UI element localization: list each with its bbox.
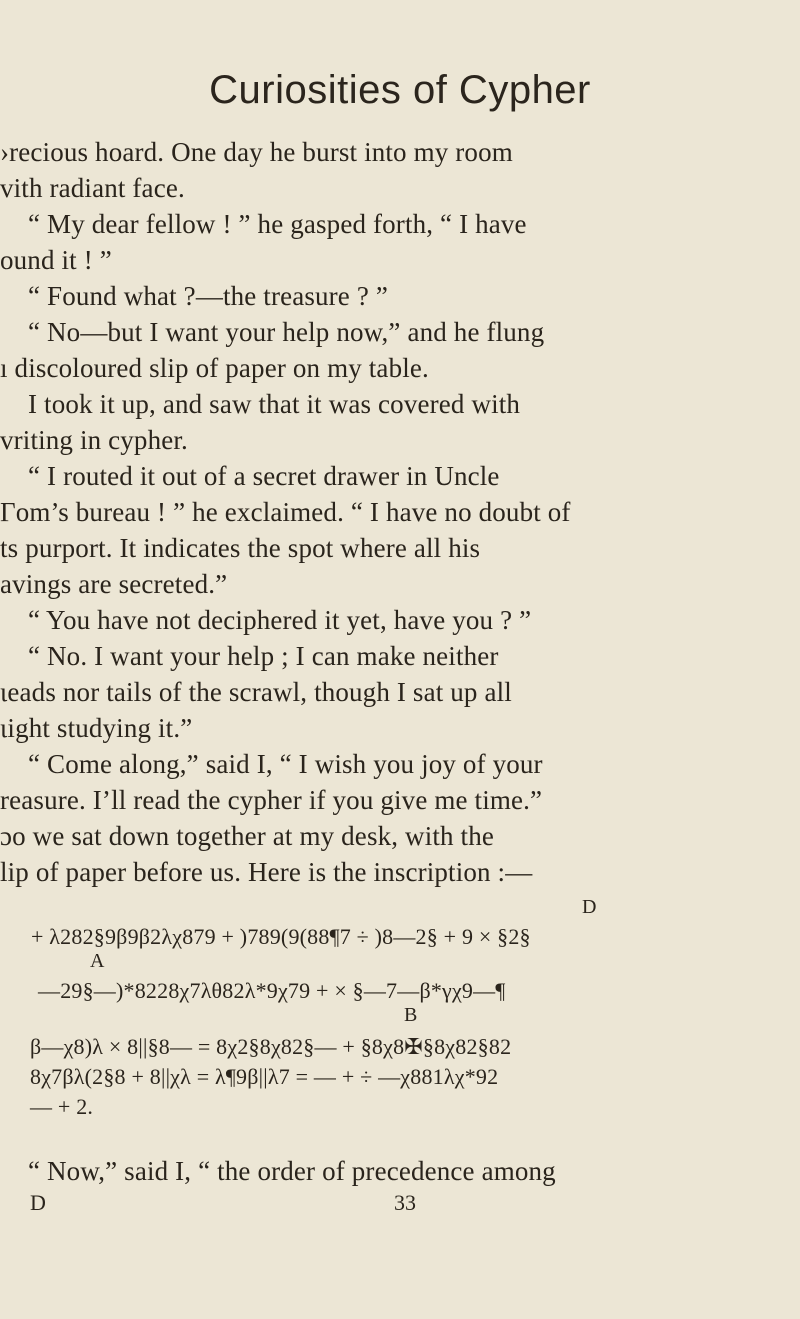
text-line: “ No—but I want your help now,” and he flung [28,317,545,347]
text-line: “ Found what ?—the treasure ? ” [28,281,389,311]
cipher-label-d: D [582,896,597,918]
text-line: vith radiant face. [0,173,185,203]
cipher-label-b: B [404,1004,418,1026]
text-line: I took it up, and saw that it was covered with [28,389,521,419]
text-line: avings are secreted.” [0,569,228,599]
running-head: Curiosities of Cypher [209,68,591,112]
page-number: 33 [394,1190,416,1215]
text-line: ιeads nor tails of the scrawl, though I sat up all [0,677,512,707]
text-line: lip of paper before us. Here is the inscription :— [0,857,533,887]
cipher-line: — + 2. [30,1094,94,1119]
closing-line: “ Now,” said I, “ the order of precedence among [28,1156,556,1186]
text-line: “ I routed it out of a secret drawer in Uncle [28,461,500,491]
text-line: “ No. I want your help ; I can make neither [28,641,499,671]
text-line: ɔo we sat down together at my desk, with the [0,821,494,851]
cipher-line: 8χ7βλ(2§8 + 8||χλ = λ¶9β||λ7 = — + ÷ —χ881λχ*92 [30,1064,499,1089]
cipher-line: + λ282§9β9β2λχ879 + )789(9(88¶7 ÷ )8—2§ + 9 × §2§ [31,924,531,949]
text-line: vriting in cypher. [0,425,188,455]
text-line: “ My dear fellow ! ” he gasped forth, “ I have [28,209,527,239]
text-line: ound it ! ” [0,245,112,275]
text-line: ιight studying it.” [0,713,193,743]
cipher-label-a: A [90,950,105,972]
text-line: Γom’s bureau ! ” he exclaimed. “ I have no doubt of [0,497,571,527]
text-line: ts purport. It indicates the spot where all his [0,533,481,563]
text-line: reasure. I’ll read the cypher if you give me time.” [0,785,543,815]
cipher-line: β—χ8)λ × 8||§8— = 8χ2§8χ82§— + §8χ8✠§8χ82§82 [30,1034,512,1059]
text-line: ›recious hoard. One day he burst into my room [0,137,513,167]
cipher-line: —29§—)*8228χ7λθ82λ*9χ79 + × §—7—β*γχ9—¶ [38,978,506,1003]
text-line: “ You have not deciphered it yet, have you ? ” [28,605,532,635]
text-line: ı discoloured slip of paper on my table. [0,353,429,383]
signature-mark: D [30,1190,46,1215]
text-line: “ Come along,” said I, “ I wish you joy of your [28,749,543,779]
